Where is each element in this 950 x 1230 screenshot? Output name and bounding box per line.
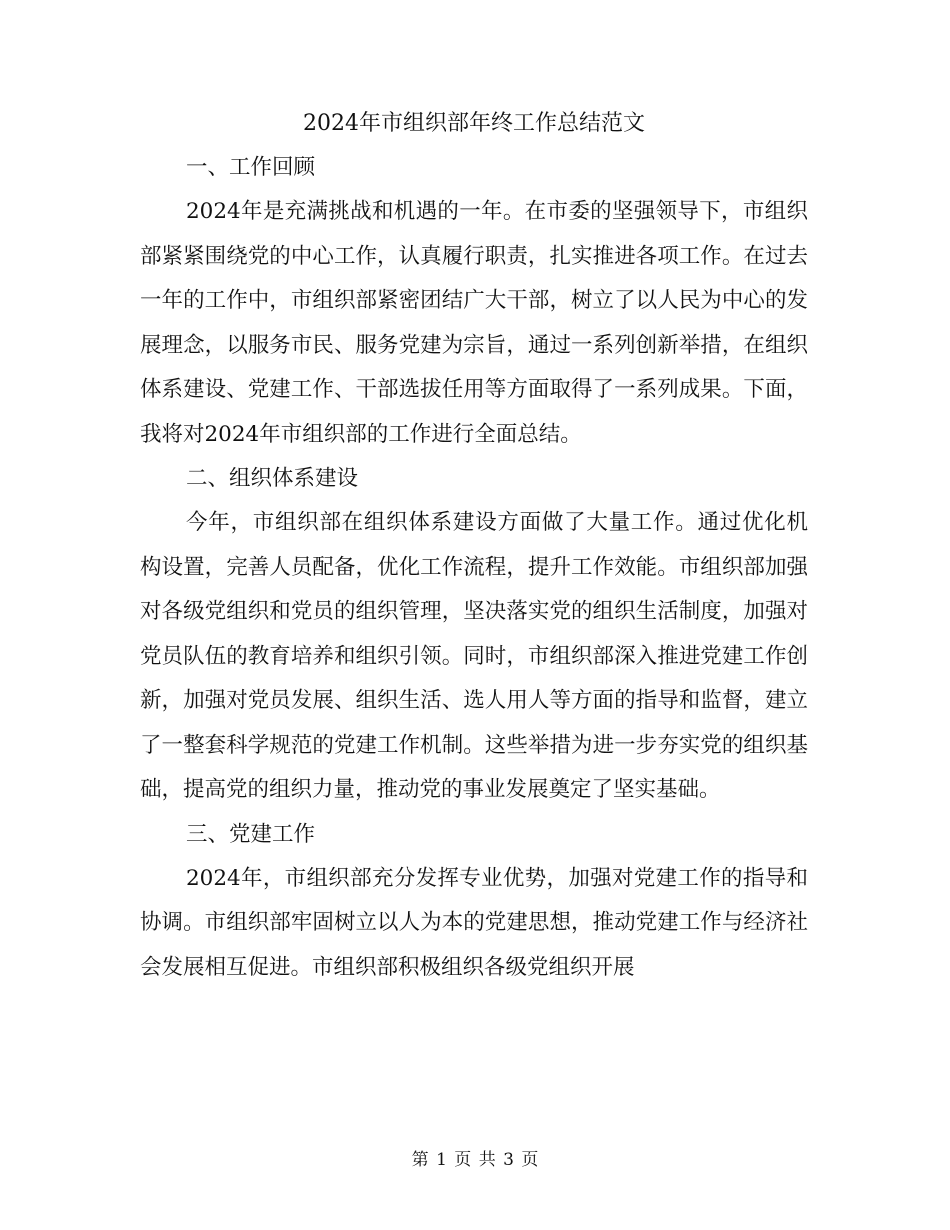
section-heading-party-building: 三、党建工作 (186, 821, 316, 847)
document-title: 2024年市组织部年终工作总结范文 (303, 111, 645, 136)
section-paragraph-review: 2024年是充满挑战和机遇的一年。在市委的坚强领导下，市组织部紧紧围绕党的中心工作，认真履行职责，扎实推进各项工作。在过去一年的工作中，市组织部紧密团结广大干部，树立了以人民为中心的发展理念，以服务市民、服务党建为宗旨，通过一系列创新举措，在组织体系建设、党建工作、干部选拔任用等方面取得了一系列成果。下面，我将对2024年市组织部的工作进行全面总结。 (140, 199, 808, 447)
section-heading-review: 一、工作回顾 (186, 155, 316, 180)
page-number-footer: 第 1 页 共 3 页 (411, 1150, 539, 1170)
section-paragraph-organization: 今年，市组织部在组织体系建设方面做了大量工作。通过优化机构设置，完善人员配备，优化工作流程，提升工作效能。市组织部加强对各级党组织和党员的组织管理，坚决落实党的组织生活制度，加强对党员队伍的教育培养和组织引领。同时，市组织部深入推进党建工作创新，加强对党员发展、组织生活、选人用人等方面的指导和监督，建立了一整套科学规范的党建工作机制。这些举措为进一步夯实党的组织基础，提高党的组织力量，推动党的事业发展奠定了坚实基础。 (140, 510, 808, 802)
section-paragraph-party-building: 2024年，市组织部充分发挥专业优势，加强对党建工作的指导和协调。市组织部牢固树立以人为本的党建思想，推动党建工作与经济社会发展相互促进。市组织部积极组织各级党组织开展 (140, 865, 808, 980)
section-heading-organization: 二、组织体系建设 (186, 466, 359, 491)
document-body (140, 102, 808, 990)
